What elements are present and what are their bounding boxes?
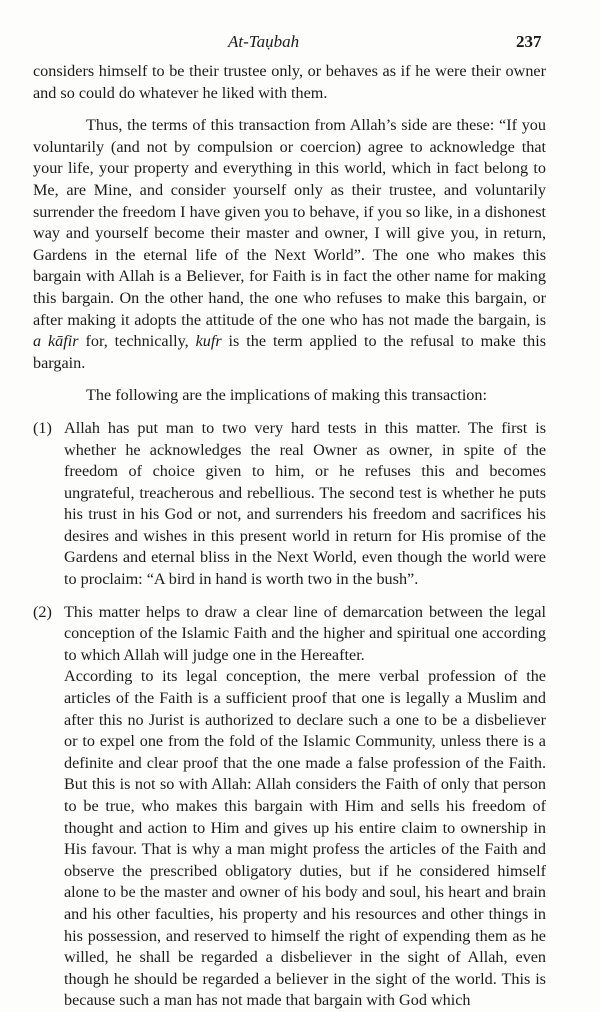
list-paragraph: According to its legal conception, the mere verbal profession of the articles of the Faith is a sufficient proof that one is legally a Muslim and after this no Jurist is authorized to declare such a one to be a disbeliever or to expel one from the fold of the Islamic Community, unless there is a definite and clear proof that the one made a false profession of the Faith. But this is not so with Allah: Allah considers the Faith of only that person to be true, who makes this bargain with Him and sells his freedom of thought and action to Him and gives up his entire claim to ownership in His favour. That is why a man might profess the articles of the Faith and observe the prescribed obligatory duties, but if he considered himself alone to be the master and owner of his body and soul, his heart and brain and his other faculties, his property and his resources and other things in his possession, and reserved to himself the right of expending them as he willed, he shall be regarded a disbeliever in the sight of Allah, even though he should be regarded a believer in the sight of the world. This is because such a man has not made that bargain with God which: [64, 667, 546, 1010]
terms-text-middle: for, technically,: [78, 332, 196, 351]
list-paragraph: Allah has put man to two very hard tests in this matter. The first is whether he acknowledges the real Owner as owner, in spite of the freedom of choice given to him, or he refuses this and becomes ungrateful, treacherous and rebellious. The second test is whether he puts his trust in his God or not, and surrenders his freedom and sacrifices his desires and wishes in this present world in return for His promise of the Gardens and eternal bliss in the Next World, even though the world were to proclaim: “A bird in hand is worth two in the bush”.: [64, 418, 546, 589]
list-body: [64, 418, 546, 591]
list-body: [64, 602, 546, 1012]
paragraph-terms: [33, 115, 546, 374]
paragraph-continuation: considers himself to be their trustee only, or behaves as if he were their owner and so could do whatever he liked with them.: [33, 62, 546, 102]
terms-text-after: is the term applied to the refusal to make this bargain.: [33, 332, 547, 372]
list-marker: (1): [33, 418, 52, 437]
page-number: 237: [516, 32, 542, 51]
list-paragraph: This matter helps to draw a clear line of demarcation between the legal conception of the Islamic Faith and the higher and spiritual one according to which Allah will judge one in the Hereafter.: [64, 602, 546, 664]
term-kufr: kufr: [195, 332, 222, 351]
list-marker: (2): [33, 602, 52, 621]
terms-text-before: Thus, the terms of this transaction from Allah’s side are these: “If you voluntarily (and not by compulsion or coercion) agree to acknowledge that your life, your property and everything in this world, which in fact belong to Me, are Mine, and consider yourself only as their trustee, and voluntarily surrender the freedom I have given you to behave, if you so like, in a dishonest way and yourself become their master and owner, I will give you, in return, Gardens in the eternal life of the Next World”. The one who makes this bargain with Allah is a Believer, for Faith is in fact the other name for making this bargain. On the other hand, the one who refuses to make this bargain, or after making it adopts the attitude of the one who has not made the bargain, is: [33, 116, 546, 329]
running-head: [0, 32, 600, 54]
list-item-2: [33, 602, 546, 1012]
chapter-title: At-Taụbah: [228, 32, 300, 51]
term-kafir: a kāfir: [33, 332, 79, 351]
body-text: [33, 61, 546, 1012]
list-item-1: [33, 418, 546, 591]
paragraph-list-intro: The following are the implications of making this transaction:: [86, 386, 487, 405]
